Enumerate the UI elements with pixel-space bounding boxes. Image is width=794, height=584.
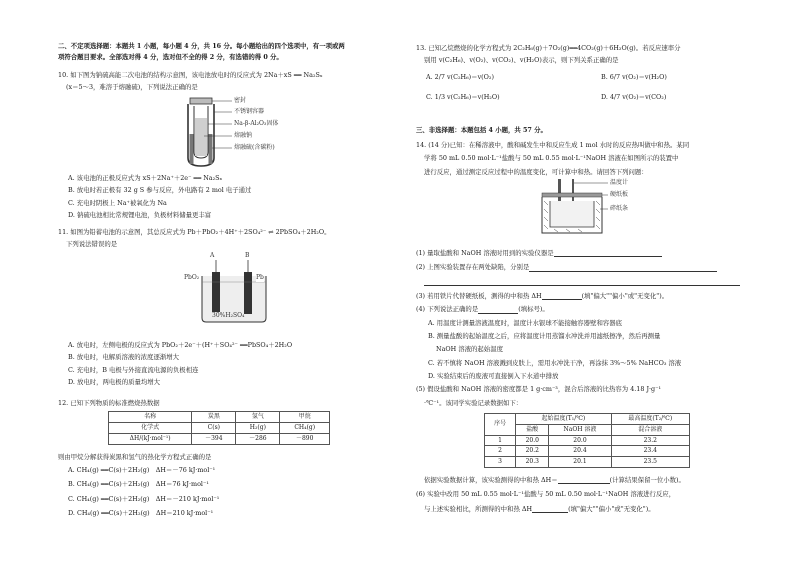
q10-stem: 10. 如下图为钠硫高能二次电池的结构示意图，该电池放电时的反应式为 2Na＋xS ══ Na₂Sₓ <box>58 71 323 79</box>
table-cell: 化学式 <box>109 423 192 434</box>
table-cell: 23.4 <box>611 446 689 457</box>
label-electrode-b: B <box>245 252 250 259</box>
answer-blank-5[interactable] <box>558 477 610 484</box>
q14-calc-text: 依据实验数据计算，该实验测得的中和热 ΔH＝ <box>424 475 558 484</box>
q14-part-3-text: (3) 若用铁片代替硬纸板，测得的中和热 ΔH <box>416 291 542 300</box>
q12-option-d: D. CH₄(g) ══C(s)＋2H₂(g) ΔH＝210 kJ·mol⁻¹ <box>68 509 214 518</box>
q14-part-2-line <box>416 278 752 286</box>
q11-stem <box>58 228 388 236</box>
table-cell: 23.5 <box>611 457 689 468</box>
q14-option-c: C. 若不慎将 NaOH 溶液溅到皮肤上，需用水冲洗干净，再涂抹 3%～5% NaHCO₃ 溶液 <box>428 358 682 367</box>
table-cell: 23.2 <box>611 435 689 446</box>
q14-part-2-text: (2) 上图实验装置存在两处缺陷，分别是 <box>416 263 530 272</box>
q12-option-b: B. CH₄(g) ══C(s)＋2H₂(g) ΔH＝76 kJ·mol⁻¹ <box>68 480 209 489</box>
sodium-sulfur-battery-diagram <box>182 96 312 168</box>
table-row <box>485 457 690 468</box>
th-naoh: NaOH 溶液 <box>549 424 611 435</box>
table-cell: 20.3 <box>516 457 549 468</box>
question-10 <box>58 71 388 219</box>
label-pb: Pb <box>256 274 264 281</box>
q14-part-1 <box>416 249 752 257</box>
q12-option-a: A. CH₄(g) ══C(s)＋2H₂(g) ΔH＝－76 kJ·mol⁻¹ <box>68 466 216 475</box>
answer-blank-1[interactable] <box>554 250 662 257</box>
temperature-data-table <box>484 413 690 468</box>
q12-stem: 12. 已知下列物质的标准燃烧热数据 <box>58 399 160 407</box>
section3-title: 三、非选择题：本题包括 4 小题，共 57 分。 <box>416 126 547 134</box>
section2-title: 二、不定项选择题：本题共 1 小题，每小题 4 分，共 16 分。每小题给出的四个选项中，有一项或两 <box>58 42 345 50</box>
table-cell: CH₄(g) <box>280 423 330 434</box>
answer-blank-2b[interactable] <box>424 279 740 286</box>
th-hcl: 盐酸 <box>516 424 549 435</box>
q13-stem-2: 别用 v(C₂H₆)、v(O₂)、v(CO₂)、v(H₂O)表示，则下列关系正确的是 <box>424 56 619 65</box>
table-cell: －890 <box>280 433 330 444</box>
th-carbon-black: 炭黑 <box>192 412 236 423</box>
q14-line-2: 学将 50 mL 0.50 mol·L⁻¹盐酸与 50 mL 0.55 mol·L⁻¹NaOH 溶液在如图所示的装置中 <box>424 154 679 163</box>
q12-stem-2: 则由甲烷分解获得炭黑和氢气的热化学方程式正确的是 <box>58 452 212 461</box>
q10-option-d: D. 钠硫电池相比常规锂电池，负极材料储量更丰富 <box>68 210 212 219</box>
q10-stem-2: (x＝5～3，难溶于熔融硫)，下列说法正确的是 <box>66 83 198 92</box>
label-molten-sodium: 熔融钠 <box>234 132 253 139</box>
battery-tube-svg <box>182 96 242 168</box>
q11-option-d: D. 放电时，两电极的质量均增大 <box>68 377 161 386</box>
label-seal: 密封 <box>234 97 247 104</box>
th-index: 序号 <box>485 413 516 435</box>
q14-calc-suffix: (计算结果保留一位小数)。 <box>609 475 685 484</box>
q14-part-6-cont <box>416 505 752 513</box>
q10-option-c: C. 充电时阴极上 Na⁺被氧化为 Na <box>68 198 167 207</box>
table-cell: 3 <box>485 457 516 468</box>
table-cell: ΔH/(kJ·mol⁻¹) <box>109 433 192 444</box>
section2-title-2: 项符合题目要求。全部选对得 4 分，选对但不全的得 2 分，有选错的得 0 分。 <box>58 53 283 62</box>
q14-part-2 <box>416 263 752 271</box>
q10-option-a: A. 该电池的正极反应式为 xS＋2Na⁺＋2e⁻ ══ Na₂Sₓ <box>68 174 223 182</box>
th-mixture: 混合溶液 <box>611 424 689 435</box>
answer-blank-4[interactable] <box>478 307 518 314</box>
label-electrode-a: A <box>210 252 215 259</box>
label-molten-sulfur: 熔融硫(含碳粉) <box>234 144 275 151</box>
q13-stem: 13. 已知乙烷燃烧的化学方程式为 2C₂H₆(g)＋7O₂(g)══4CO₂(g)＋6H₂O(g)。若反应速率分 <box>416 44 681 52</box>
table-cell: 1 <box>485 435 516 446</box>
answer-blank-3[interactable] <box>542 293 582 300</box>
q13-option-a: A. 2/7 v(C₂H₆)＝v(O₂) <box>426 72 494 81</box>
q14-part-6: (6) 实验中改用 50 mL 0.55 mol·L⁻¹盐酸与 50 mL 0.50 mol·L⁻¹NaOH 溶液进行反应， <box>416 490 676 499</box>
q14-option-a: A. 用温度计测量溶液温度时，温度计水银球不能接触容器壁和容器底 <box>428 318 623 327</box>
label-steel-container: 不锈钢容器 <box>234 108 265 115</box>
q14-part-5: (5) 假设盐酸和 NaOH 溶液的密度都是 1 g·cm⁻³，混合后溶液的比热容为 4.18 J·g⁻¹ <box>416 385 662 394</box>
q14-part-4 <box>416 305 752 313</box>
q14-line-1: 14. (14 分)已知：在稀溶液中，酸和碱发生中和反应生成 1 mol 水时的反应热叫做中和热。某同 <box>416 141 690 149</box>
table-cell: 2 <box>485 446 516 457</box>
q11-stem-text: 11. 如图为铅蓄电池的示意图，其总反应式为 Pb＋PbO₂＋4H⁺＋2SO₄²⁻ ⇌ 2PbSO₄＋2H₂O。 <box>58 228 331 236</box>
question-14 <box>416 141 752 513</box>
calorimeter-diagram <box>540 179 670 237</box>
q12-option-c: C. CH₄(g) ══C(s)＋2H₂(g) ΔH＝－210 kJ·mol⁻¹ <box>68 494 220 503</box>
q14-part-4-text: (4) 下列说法正确的是 <box>416 305 479 314</box>
table-cell: C(s) <box>192 423 236 434</box>
q14-option-b: B. 测量盐酸的起始温度之后，应将温度计用蒸馏水冲洗并用滤纸擦净，然后再测量 <box>428 331 661 340</box>
th-name: 名称 <box>109 412 192 423</box>
q14-line-3: 进行反应，通过测定反应过程中的温度变化，可计算中和热。请回答下列问题： <box>424 167 648 176</box>
table-cell: H₂(g) <box>236 423 280 434</box>
answer-blank-6[interactable] <box>532 506 568 513</box>
table-cell: 20.4 <box>549 446 611 457</box>
label-thermometer: 温度计 <box>610 179 629 186</box>
label-paper-scraps: 碎纸条 <box>610 205 629 212</box>
combustion-heat-table <box>108 411 330 444</box>
question-13 <box>416 44 752 101</box>
q11-option-c: C. 充电时，B 电极与外接直流电源的负极相连 <box>68 365 199 374</box>
q14-calc <box>416 476 752 484</box>
q14-option-b-cont: NaOH 溶液的起始温度 <box>436 345 503 354</box>
q14-part-3 <box>416 292 752 300</box>
table-row <box>485 435 690 446</box>
q14-part-3-suffix: (填"偏大""偏小"或"无变化")。 <box>581 291 669 300</box>
lead-acid-battery-diagram <box>184 252 278 324</box>
q11-stem-2: 下列说法错误的是 <box>66 240 118 249</box>
q14-part-6-text: 与上述实验相比，所测得的中和热 ΔH <box>424 504 533 513</box>
label-cardboard: 硬纸板 <box>610 191 629 198</box>
q13-option-c: C. 1/3 v(C₂H₆)＝v(H₂O) <box>426 92 500 101</box>
table-cell: 20.1 <box>549 457 611 468</box>
q11-option-b: B. 放电时，电解质溶液的浓度逐渐增大 <box>68 353 180 362</box>
q13-option-b: B. 6/7 v(O₂)＝v(H₂O) <box>601 72 667 81</box>
answer-blank-2[interactable] <box>529 265 717 272</box>
table-cell: 20.0 <box>549 435 611 446</box>
table-cell: －286 <box>236 433 280 444</box>
table-cell: 20.2 <box>516 446 549 457</box>
table-cell: 20.0 <box>516 435 549 446</box>
q11-option-a: A. 放电时，左侧电极的反应式为 PbO₂＋2e⁻＋(H⁺＋SO₄²⁻ ══PbSO₄＋2H₂O <box>68 341 293 349</box>
calorimeter-svg <box>540 179 610 237</box>
q14-part-4-suffix: (填标号)。 <box>518 305 549 314</box>
q10-option-b: B. 放电时若正极有 32 g S 参与反应，外电路有 2 mol 电子通过 <box>68 186 252 195</box>
th-methane: 甲烷 <box>280 412 330 423</box>
th-hydrogen: 氢气 <box>236 412 280 423</box>
q13-option-d: D. 4/7 v(O₂)＝v(CO₂) <box>601 92 667 101</box>
question-11 <box>58 228 388 386</box>
th-initial-temp: 起始温度(T₁/℃) <box>516 413 611 424</box>
table-cell: －394 <box>192 433 236 444</box>
q14-part-6-suffix: (填"偏大""偏小"或"无变化")。 <box>568 504 655 513</box>
q14-part-1-text: (1) 量取盐酸和 NaOH 溶液时用到的实验仪器是 <box>416 249 554 257</box>
th-max-temp: 最高温度(T₂/℃) <box>611 413 689 424</box>
table-row <box>485 446 690 457</box>
label-acid: 30%H₂SO₄ <box>212 312 245 319</box>
q14-option-d: D. 实验结束后的废液可直接倒入下水道中排放 <box>428 371 559 380</box>
label-pbo2: PbO₂ <box>184 274 200 281</box>
label-solid-electrolyte: Na-β-Al₂O₃固体 <box>234 120 279 127</box>
q14-part-5-cont: ·℃⁻¹。该同学实验记录数据如下： <box>424 398 523 407</box>
question-12 <box>58 399 388 517</box>
